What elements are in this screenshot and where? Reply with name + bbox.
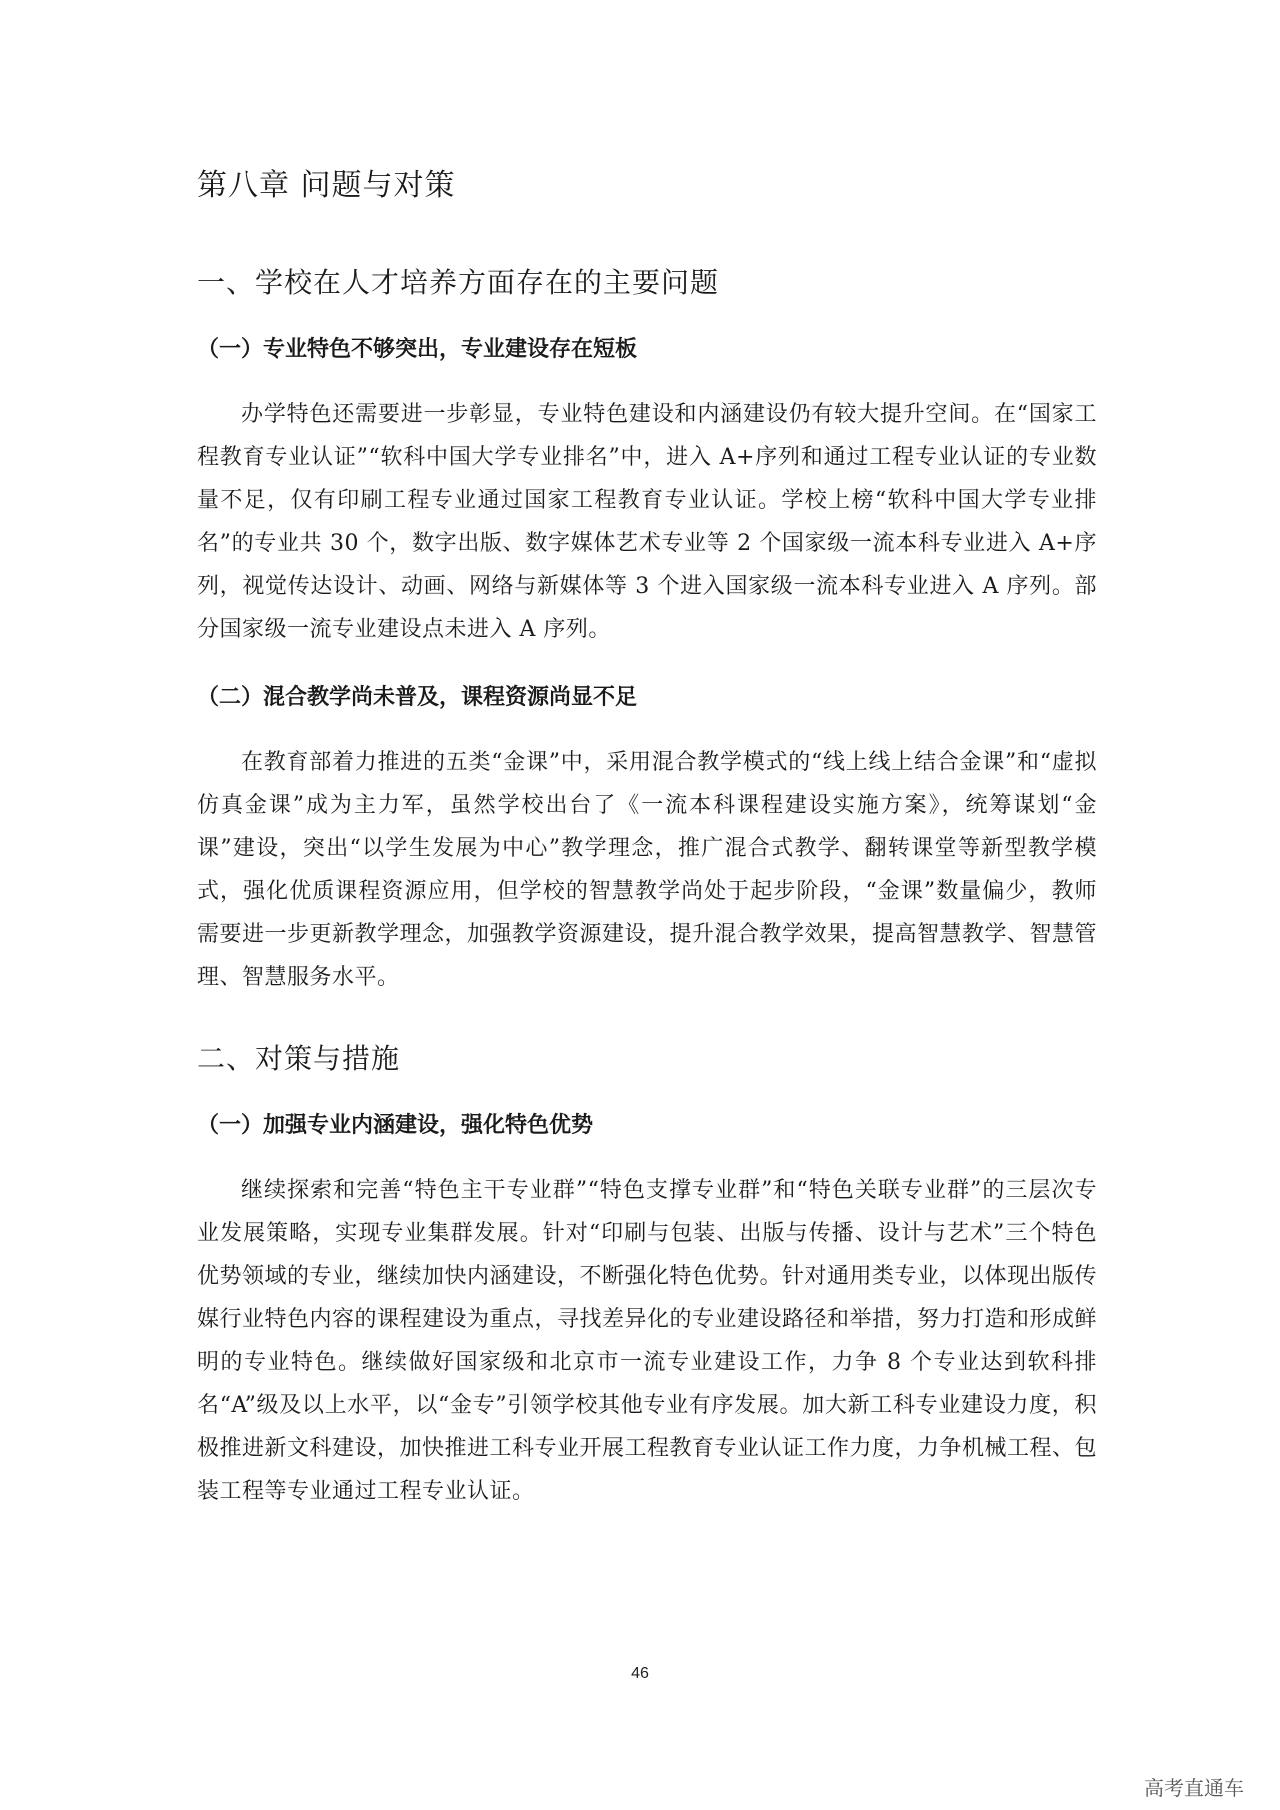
subsection-title-strengthen-connotation: （一）加强专业内涵建设，强化特色优势 (197, 1113, 594, 1138)
page-content (197, 165, 1097, 1513)
chapter-title: 第八章 问题与对策 (197, 168, 456, 203)
subsection-title-specialty: （一）专业特色不够突出，专业建设存在短板 (197, 337, 638, 362)
watermark: 高考直通车 (1144, 1776, 1244, 1800)
subsection-title-blended-teaching: （二）混合教学尚未普及，课程资源尚显不足 (197, 685, 638, 710)
page-number: 46 (631, 1665, 649, 1682)
section-title-problems: 一、学校在人才培养方面存在的主要问题 (197, 266, 720, 299)
section-title-measures: 二、对策与措施 (197, 1042, 401, 1075)
paragraph-specialty: 办学特色还需要进一步彰显，专业特色建设和内涵建设仍有较大提升空间。在“国家工程教育专业认证”“软科中国大学专业排名”中，进入 A+序列和通过工程专业认证的专业数量不足，仅有印刷工程专业通过国家工程教育专业认证。学校上榜“软科中国大学专业排名”的专业共 30 个，数字出版、数字媒体艺术专业等 2 个国家级一流本科专业进入 A+序列，视觉传达设计、动画、网络与新媒体等 3 个进入国家级一流本科专业进入 A 序列。部分国家级一流专业建设点未进入 A 序列。 (197, 402, 1097, 642)
paragraph-strengthen-connotation: 继续探索和完善“特色主干专业群”“特色支撑专业群”和“特色关联专业群”的三层次专业发展策略，实现专业集群发展。针对“印刷与包装、出版与传播、设计与艺术”三个特色优势领域的专业，继续加快内涵建设，不断强化特色优势。针对通用类专业，以体现出版传媒行业特色内容的课程建设为重点，寻找差异化的专业建设路径和举措，努力打造和形成鲜明的专业特色。继续做好国家级和北京市一流专业建设工作，力争 8 个专业达到软科排名“A”级及以上水平，以“金专”引领学校其他专业有序发展。加大新工科专业建设力度，积极推进新文科建设，加快推进工科专业开展工程教育专业认证工作力度，力争机械工程、包装工程等专业通过工程专业认证。 (197, 1178, 1098, 1504)
paragraph-blended-teaching: 在教育部着力推进的五类“金课”中，采用混合教学模式的“线上线上结合金课”和“虚拟仿真金课”成为主力军，虽然学校出台了《一流本科课程建设实施方案》，统筹谋划“金课”建设，突出“以学生发展为中心”教学理念，推广混合式教学、翻转课堂等新型教学模式，强化优质课程资源应用，但学校的智慧教学尚处于起步阶段，“金课”数量偏少，教师需要进一步更新教学理念，加强教学资源建设，提升混合教学效果，提高智慧教学、智慧管理、智慧服务水平。 (197, 750, 1098, 990)
